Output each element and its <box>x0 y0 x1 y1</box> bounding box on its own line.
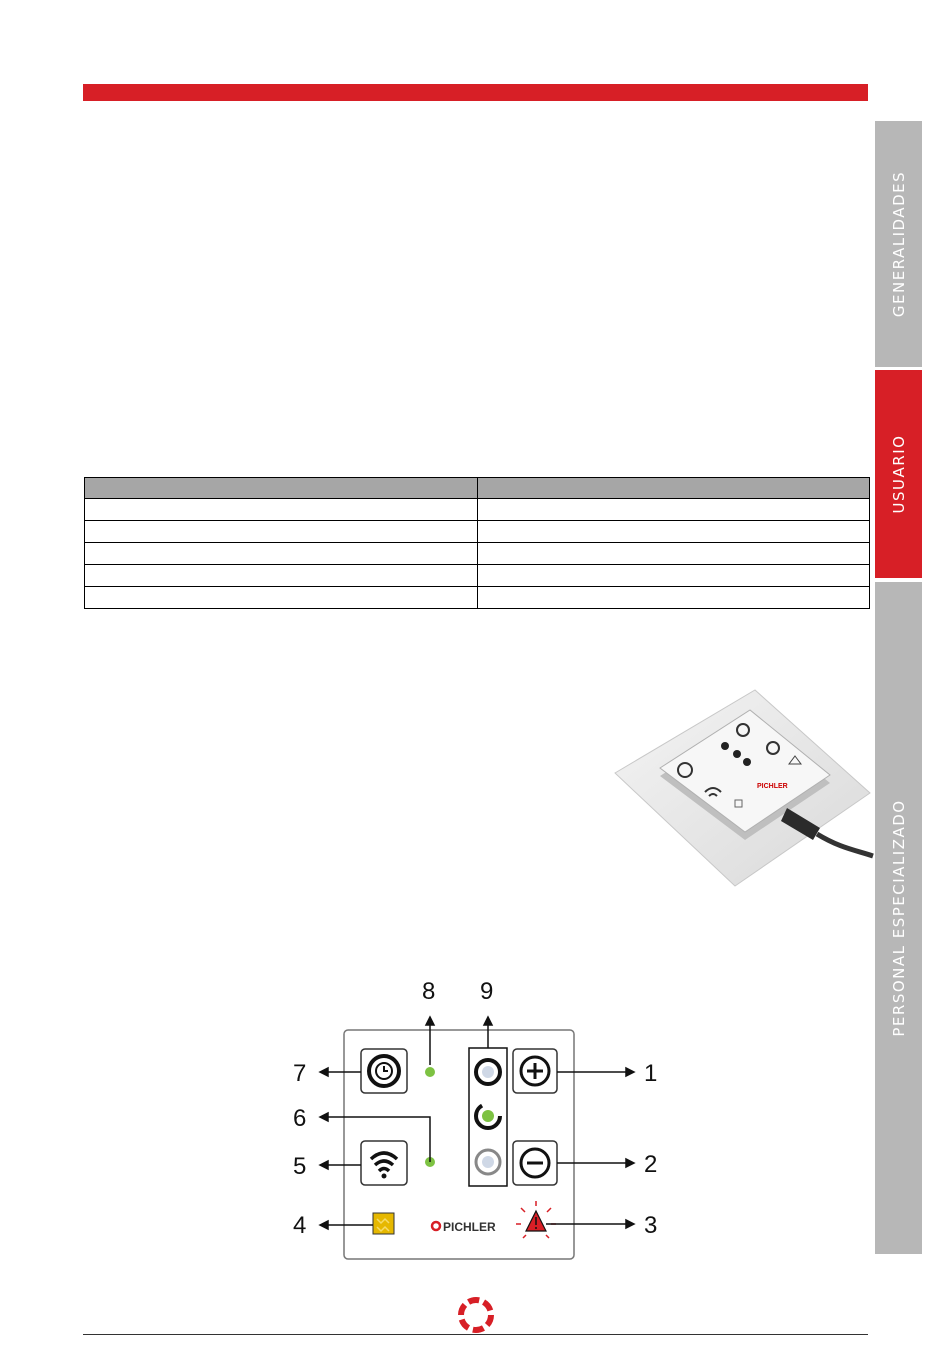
callout-9: 9 <box>480 978 494 1005</box>
table-row <box>85 543 870 565</box>
minus-icon[interactable] <box>513 1141 557 1185</box>
brand-logo-icon <box>458 1297 494 1333</box>
clock-timer-icon[interactable] <box>361 1049 407 1093</box>
status-led-timer <box>425 1067 435 1077</box>
table-cell <box>477 543 870 565</box>
table-cell <box>85 499 478 521</box>
table-cell <box>477 565 870 587</box>
table-row <box>85 521 870 543</box>
table-header-cell <box>85 478 478 499</box>
tab-generalidades[interactable] <box>875 121 922 367</box>
footer-divider <box>83 1334 868 1335</box>
callout-3: 3 <box>644 1212 658 1239</box>
callout-6: 6 <box>293 1105 307 1132</box>
tab-usuario[interactable] <box>875 370 922 578</box>
table-header-row <box>85 478 870 499</box>
header-accent-bar <box>83 84 868 101</box>
table-cell <box>85 587 478 609</box>
photo-brand-text: PICHLER <box>757 783 788 790</box>
diagram-brand-text: PICHLER <box>443 1220 496 1234</box>
device-photo <box>605 688 875 888</box>
tab-generalidades-label: GENERALIDADES <box>889 170 908 318</box>
table-row <box>85 587 870 609</box>
table-cell <box>477 587 870 609</box>
table-cell <box>85 543 478 565</box>
callout-8: 8 <box>422 978 436 1005</box>
callout-4: 4 <box>293 1212 307 1239</box>
data-table <box>84 477 870 609</box>
callout-1: 1 <box>644 1060 658 1087</box>
table-header-cell <box>477 478 870 499</box>
tab-personal-especializado[interactable] <box>875 582 922 1254</box>
filter-icon <box>373 1213 394 1234</box>
callout-5: 5 <box>293 1153 307 1180</box>
table-row <box>85 499 870 521</box>
callout-2: 2 <box>644 1151 658 1178</box>
control-panel-diagram <box>280 975 680 1265</box>
table-cell <box>85 521 478 543</box>
table-row <box>85 565 870 587</box>
plus-icon[interactable] <box>513 1049 557 1093</box>
callout-7: 7 <box>293 1060 307 1087</box>
table-cell <box>85 565 478 587</box>
table-cell <box>477 499 870 521</box>
tab-personal-especializado-label: PERSONAL ESPECIALIZADO <box>889 799 908 1037</box>
tab-usuario-label: USUARIO <box>889 434 908 514</box>
table-cell <box>477 521 870 543</box>
wifi-icon[interactable] <box>361 1141 407 1185</box>
